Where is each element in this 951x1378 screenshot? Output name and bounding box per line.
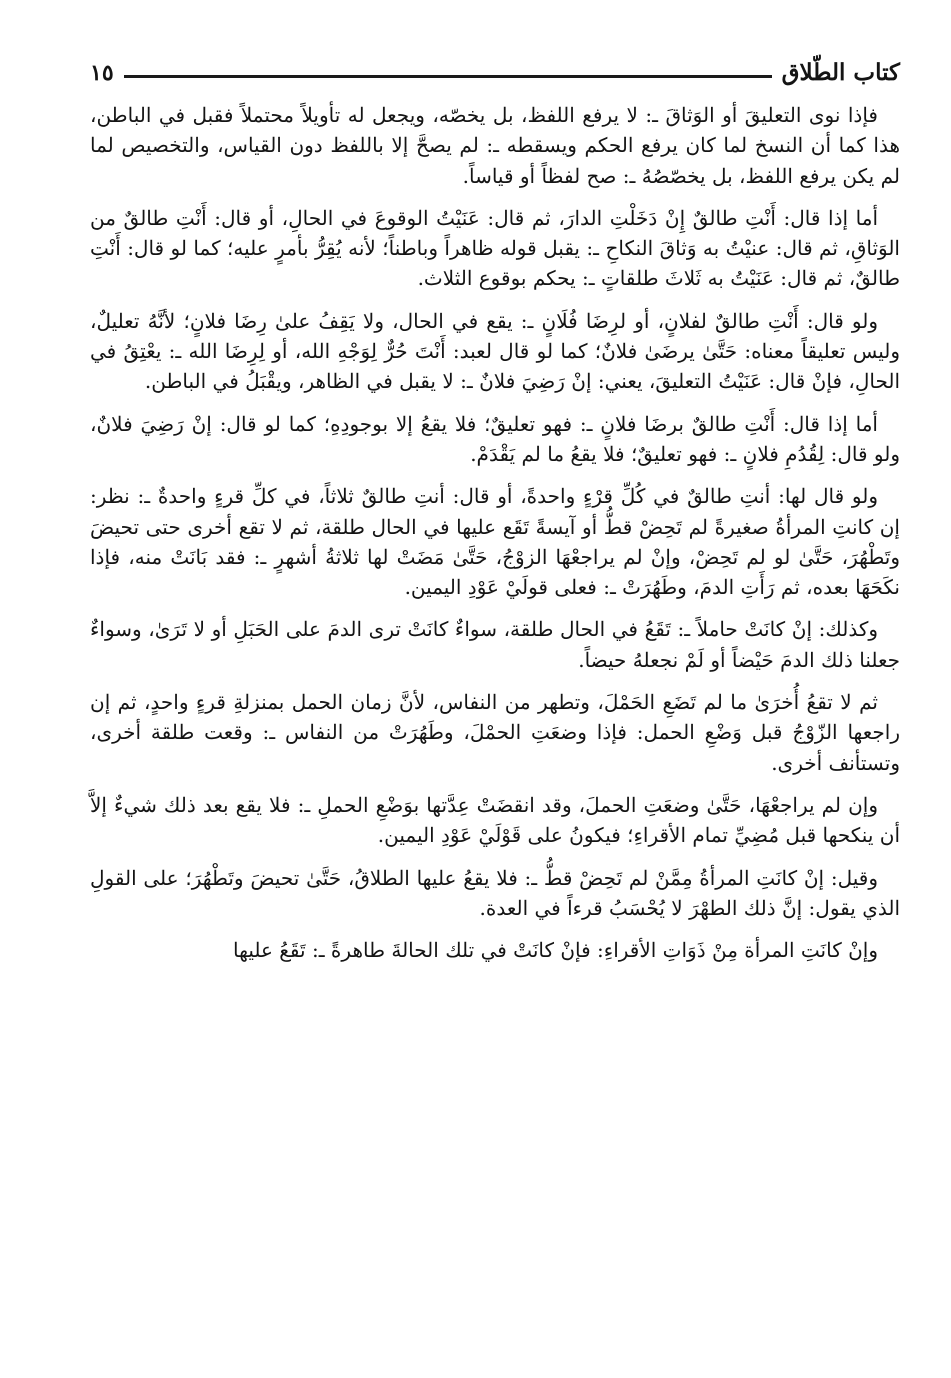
paragraph: وكذلك: إنْ كانَتْ حاملاً ـ: تَقَعُ في الحال طلقة، سواءٌ كانَتْ ترى الدمَ على الحَبَلِ أو لا تَرَىٰ، وسواءٌ جعلنا ذلك الدمَ حَيْضاً أو لَمْ نجعلهُ حيضاً. [90,617,900,672]
running-header [90,52,900,88]
paragraph: وإن لم يراجعْهَا، حَتَّىٰ وضعَتِ الحملَ، وقد انقضَتْ عِدَّتها بوَضْعِ الحملِ ـ: فلا يقع بعد ذلك شيءٌ إلاَّ أن ينكحها قبل مُضِيِّ تمام الأقراءِ؛ فيكونُ على قَوْلَيْ عَوْدِ اليمين. [90,792,900,848]
header-rule [124,75,772,78]
paragraph: ثم لا تقعُ أُخرَىٰ ما لم تَضَعِ الحَمْلَ، وتطهر من النفاس، لأنَّ زمان الحمل بمنزلةِ قرءٍ واحدٍ، ثم إن راجعها الزّوْجُ قبل وَضْعِ الحمل: فإذا وضعَتِ الحمْلَ، وطَهُرَتْ من النفاس ـ: وقعت طلقة أخرى، وتستأنف أخرى. [90,690,900,775]
paragraph: ولو قال: أَنْتِ طالقٌ لفلانٍ، أو لرِضَا فُلَانٍ ـ: يقع في الحال، ولا يَقِفُ علىٰ رِضَا فلانٍ؛ لأنَّهُ تعليلٌ، وليس تعليقاً معناه: حَتَّىٰ يرضَىٰ فلانٌ؛ كما لو قال لعبد: أَنْتَ حُرٌّ لِوَجْهِ الله، أو لِرِضَا الله ـ: يعْتِقُ في الحالِ، فإنْ قال: عَنَيْتُ التعليقَ، يعني: إنْ رَضِيَ فلانٌ ـ: لا يقبل في الظاهر، ويقْبَلُ في الباطن. [90,308,900,394]
chapter-title: كتاب الطّلاق [781,59,900,86]
paragraph: أما إذا قال: أَنْتِ طالقٌ إِنْ دَخَلْتِ الدارَ، ثم قال: عَنَيْتُ الوقوعَ في الحالِ، أو قال: أَنْتِ طالقٌ من الوَثاقِ، ثم قال: عنيْتُ به وَثاقَ النكاحِ ـ: يقبل قوله ظاهراً وباطناً؛ لأنه يُقِرُّ بأمرٍ عليه؛ كما لو قال: أَنْتِ طالقٌ، ثم قال: عَنَيْتُ به ثَلاثَ طلقاتٍ ـ: يحكم بوقوع الثلاث. [90,205,900,291]
paragraph: وقيل: إنْ كانَتِ المرأةُ مِمَّنْ لم تَحِضْ قطُّ ـ: فلا يقعُ عليها الطلاقُ، حَتَّىٰ تحيضَ وتَطْهُرَ؛ على القولِ الذي يقول: إنَّ ذلك الطهْرَ لا يُحْسَبُ قرءاً في العدة. [90,865,900,920]
page-number: ١٥ [90,60,114,86]
paragraph: وإنْ كانَتِ المرأة مِنْ ذَوَاتِ الأقراءِ: فإنْ كانَتْ في تلك الحالةَ طاهرةً ـ: تَقَعُ عليها [233,938,878,963]
body-text [90,100,900,965]
paragraph: أما إذا قال: أَنْتِ طالقٌ برضَا فلانٍ ـ: فهو تعليقٌ؛ فلا يقعُ إلا بوجودِهِ؛ كما لو قال: إنْ رَضِيَ فلانٌ، ولو قال: لِقُدُمِ فلانٍ ـ: فهو تعليقٌ؛ فلا يقعُ ما لم يَقْدَمْ. [90,411,900,466]
paragraph: ولو قال لها: أنتِ طالقٌ في كُلِّ قرْءٍ واحدةً، أو قال: أنتِ طالقٌ ثلاثاً، في كلِّ قرءٍ واحدةٌ ـ: نظر: إن كانتِ المرأةُ صغيرةً لم تَحِضْ قطُّ أو آيسةً تَقَع عليها في الحال طلقة، ثم لا تقع أخرى حتى تحيضَ وتَطْهُرَ، حَتَّىٰ لو لم تَحِضْ، وإنْ لم يراجعْهَا الزوْجُ، حَتَّىٰ مَضَتْ لها ثلاثةُ أشهرٍ ـ: فقد بَانَتْ منه، فإذا نكَحَهَا بعده، ثم رَأَتِ الدمَ، وطَهُرَتْ ـ: فعلى قولَيْ عَوْدِ اليمين. [90,484,901,600]
book-page [90,52,900,977]
paragraph: فإذا نوى التعليقَ أو الوَثاقَ ـ: لا يرفع اللفظ، بل يخصّه، ويجعل له تأويلاً محتملاً فقبل في الباطن، هذا كما أن النسخ لما كان يرفع الحكم ويسقطه ـ: لم يصحَّ إلا باللفظ دون القياس، والتخصيص لما لم يكن يرفع اللفظ، بل يخصّصُهُ ـ: صح لفظاً أو قياساً. [90,103,900,188]
